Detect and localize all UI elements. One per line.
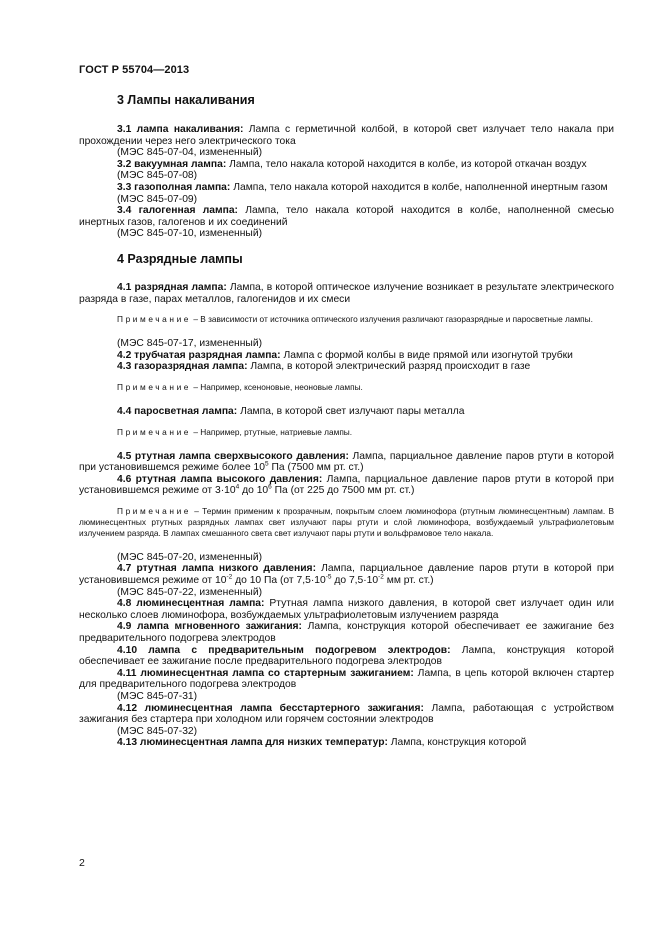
term-4-7: 4.7 ртутная лампа низкого давления: Лампа, парциальное давление паров ртути в которой при установившемся режиме от $10^{-2}$ до 10 Па (от $7,5\cdot 10^{-5}$ до $7,5\cdot 10^{-2}$ мм рт. ст.): [79, 563, 614, 587]
ref-3-1: (МЭС 845-07-04, измененный): [117, 147, 263, 159]
ref-3-3: (МЭС 845-07-09): [117, 193, 198, 205]
ref-4-11: (МЭС 845-07-31): [117, 691, 198, 702]
term-4-2: 4.2 трубчатая разрядная лампа: Лампа с формой колбы в виде прямой или изогнутой трубки: [117, 349, 573, 361]
ref-3-4: (МЭС 845-07-10, измененный): [117, 228, 263, 240]
ref-4-7: (МЭС 845-07-22, измененный): [117, 586, 263, 598]
term-4-13: 4.13 люминесцентная лампа для низких температур: Лампа, конструкция которой: [117, 737, 527, 749]
term-4-5: 4.5 ртутная лампа сверхвысокого давления: Лампа, парциальное давление паров ртути в которой при установившемся режиме более $10^5$ Па (7500 мм рт. ст.): [79, 450, 614, 474]
term-3-4: 3.4 галогенная лампа: Лампа, тело накала которой находится в колбе, наполненной смесью инертных газов, галогенов и их соединений: [79, 205, 614, 228]
section-3-title: 3 Лампы накаливания: [117, 93, 255, 107]
note-4-1: Примечание – В зависимости от источника оптического излучения различают газоразрядные и паросветные лампы.: [117, 314, 593, 325]
term-4-10: 4.10 лампа с предварительным подогревом электродов: Лампа, конструкция которой обеспечивает ее зажигание после предварительного подогрева электродов: [79, 644, 614, 668]
term-3-2: 3.2 вакуумная лампа: Лампа, тело накала которой находится в колбе, из которой откачан воздух: [117, 158, 587, 170]
note-4-4: Примечание – Например, ртутные, натриевые лампы.: [117, 426, 353, 437]
term-3-3: 3.3 газополная лампа: Лампа, тело накала которой находится в колбе, наполненной инертным газом: [117, 181, 608, 193]
ref-4-1: (МЭС 845-07-17, измененный): [117, 338, 263, 350]
term-4-1: 4.1 разрядная лампа: Лампа, в которой оптическое излучение возникает в результате электрического разряда в газе, парах металлов, галогенидов и их смеси: [79, 281, 614, 305]
section-4-title: 4 Разрядные лампы: [117, 251, 243, 266]
note-4-6: Примечание – Термин применим к прозрачным, покрытым слоем люминофора (ртутным люминесцентным) лампам. В люминесцентных ртутных разрядных лампах свет излучают пары ртути и слой люминофора, возбуждаемый ультрафиолетовым излучением разряда. В лампах смешанного света свет излучают пары ртути и вольфрамовое тело накала.: [79, 505, 614, 538]
term-3-1: 3.1 лампа накаливания: Лампа с герметичной колбой, в которой свет излучает тело накала при прохождении через него электрического тока: [79, 124, 614, 147]
term-4-4: 4.4 паросветная лампа: Лампа, в которой свет излучают пары металла: [117, 405, 465, 417]
document-body: [79, 92, 614, 749]
ref-3-2: (МЭС 845-07-08): [117, 170, 198, 182]
term-4-8: 4.8 люминесцентная лампа: Ртутная лампа низкого давления, в которой свет излучает один или несколько слоев люминофора, возбуждаемых ультрафиолетовым излучением разряда: [79, 598, 614, 621]
note-4-3: Примечание – Например, ксеноновые, неоновые лампы.: [117, 381, 363, 392]
term-4-6: 4.6 ртутная лампа высокого давления: Лампа, парциальное давление паров ртути в которой при установившемся режиме от $3\cdot 10^4$ до $10^6$ Па (от 225 до 7500 мм рт. ст.): [79, 473, 614, 497]
term-4-9: 4.9 лампа мгновенного зажигания: Лампа, конструкция которой обеспечивает ее зажигание без предварительного подогрева электродов: [79, 621, 614, 645]
term-4-3: 4.3 газоразрядная лампа: Лампа, в которой электрический разряд происходит в газе: [117, 361, 531, 373]
document-header: ГОСТ Р 55704—2013: [79, 64, 190, 76]
page-number: 2: [79, 857, 85, 869]
ref-4-12: (МЭС 845-07-32): [117, 725, 198, 737]
term-4-12: 4.12 люминесцентная лампа бесстартерного зажигания: Лампа, работающая с устройством зажигания без стартера при холодном или горячем состоянии электродов: [79, 702, 615, 726]
ref-4-6: (МЭС 845-07-20, измененный): [117, 551, 263, 563]
term-4-11: 4.11 люминесцентная лампа со стартерным зажиганием: Лампа, в цепь которой включен стартер для предварительного подогрева электродов: [79, 667, 614, 691]
